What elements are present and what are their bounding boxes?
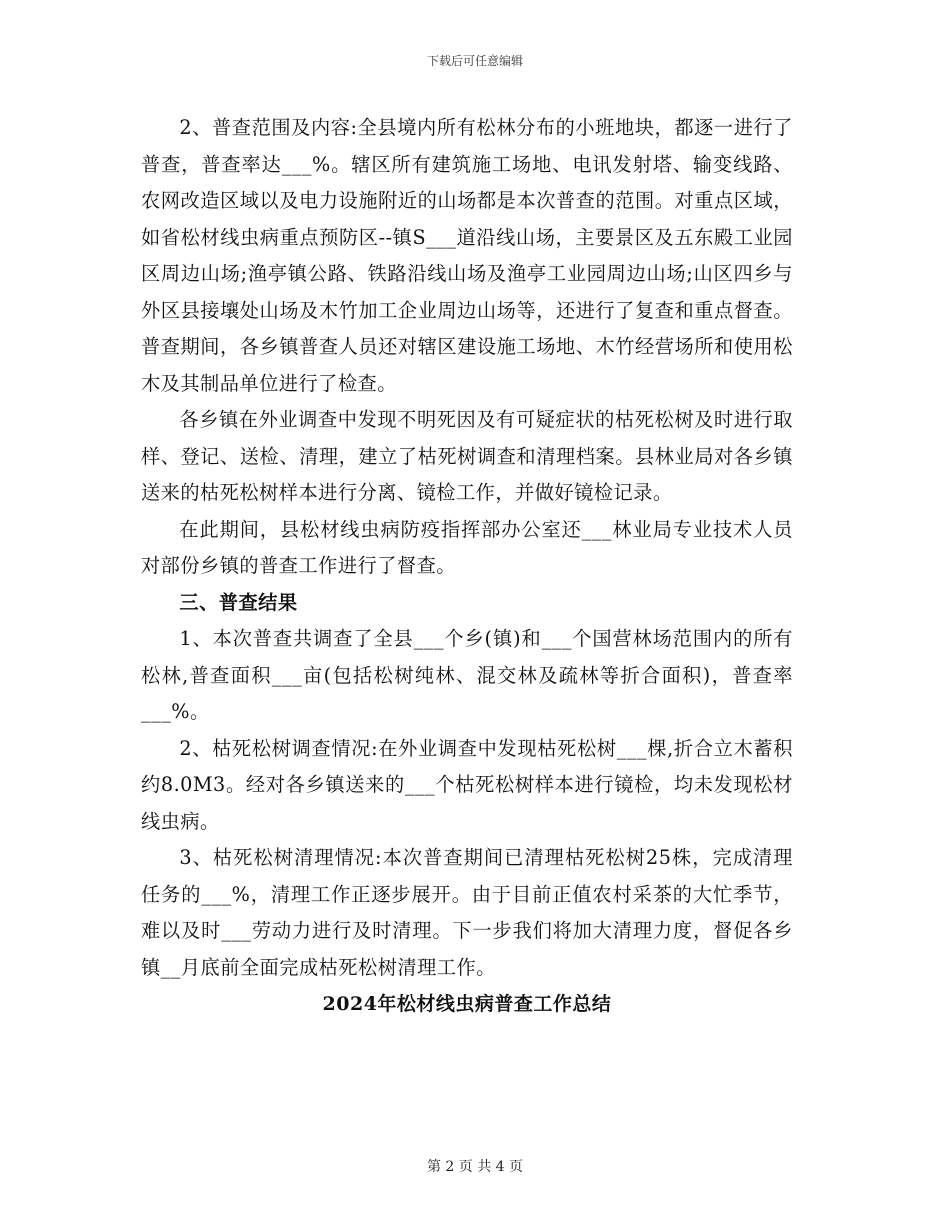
paragraph-supervision: 在此期间，县松材线虫病防疫指挥部办公室还___林业局专业技术人员对部份乡镇的普查工作进行了督查。 [141, 517, 793, 577]
paragraph-sampling: 各乡镇在外业调查中发现不明死因及有可疑症状的枯死松树及时进行取样、登记、送检、清理，建立了枯死树调查和清理档案。县林业局对各乡镇送来的枯死松树样本进行分离、镜检工作，并做好镜检记录。 [141, 408, 793, 504]
page-header-note: 下载后可任意编辑 [426, 54, 523, 68]
page-footer-number: 第 2 页 共 4 页 [426, 1159, 524, 1175]
section-heading-results: 三、普查结果 [179, 590, 298, 614]
paragraph-result-2: 2、枯死松树调查情况:在外业调查中发现枯死松树___棵,折合立木蓄积约8.0M3。经对各乡镇送来的___个枯死松树样本进行镜检，均未发现松材线虫病。 [141, 736, 793, 833]
paragraph-survey-scope: 2、普查范围及内容:全县境内所有松林分布的小班地块，都逐一进行了普查，普查率达___%。辖区所有建筑施工场地、电讯发射塔、输变线路、农网改造区域以及电力设施附近的山场都是本次普查的范围。对重点区域，如省松材线虫病重点预防区--镇S___道沿线山场，主要景区及五东殿工业园区周边山场;渔亭镇公路、铁路沿线山场及渔亭工业园周边山场;山区四乡与外区县接壤处山场及木竹加工企业周边山场等，还进行了复查和重点督查。普查期间，各乡镇普查人员还对辖区建设施工场地、木竹经营场所和使用松木及其制品单位进行了检查。 [141, 116, 793, 395]
next-document-title: 2024年松材线虫病普查工作总结 [322, 993, 612, 1015]
document-body [141, 110, 793, 1023]
paragraph-result-3: 3、枯死松树清理情况:本次普查期间已清理枯死松树25株，完成清理任务的___%，清理工作正逐步展开。由于目前正值农村采茶的大忙季节，难以及时___劳动力进行及时清理。下一步我们将加大清理力度，督促各乡镇__月底前全面完成枯死松树清理工作。 [141, 846, 793, 979]
paragraph-result-1: 1、本次普查共调查了全县___个乡(镇)和___个国营林场范围内的所有松林,普查面积___亩(包括松树纯林、混交林及疏林等折合面积)，普查率___%。 [141, 627, 793, 723]
